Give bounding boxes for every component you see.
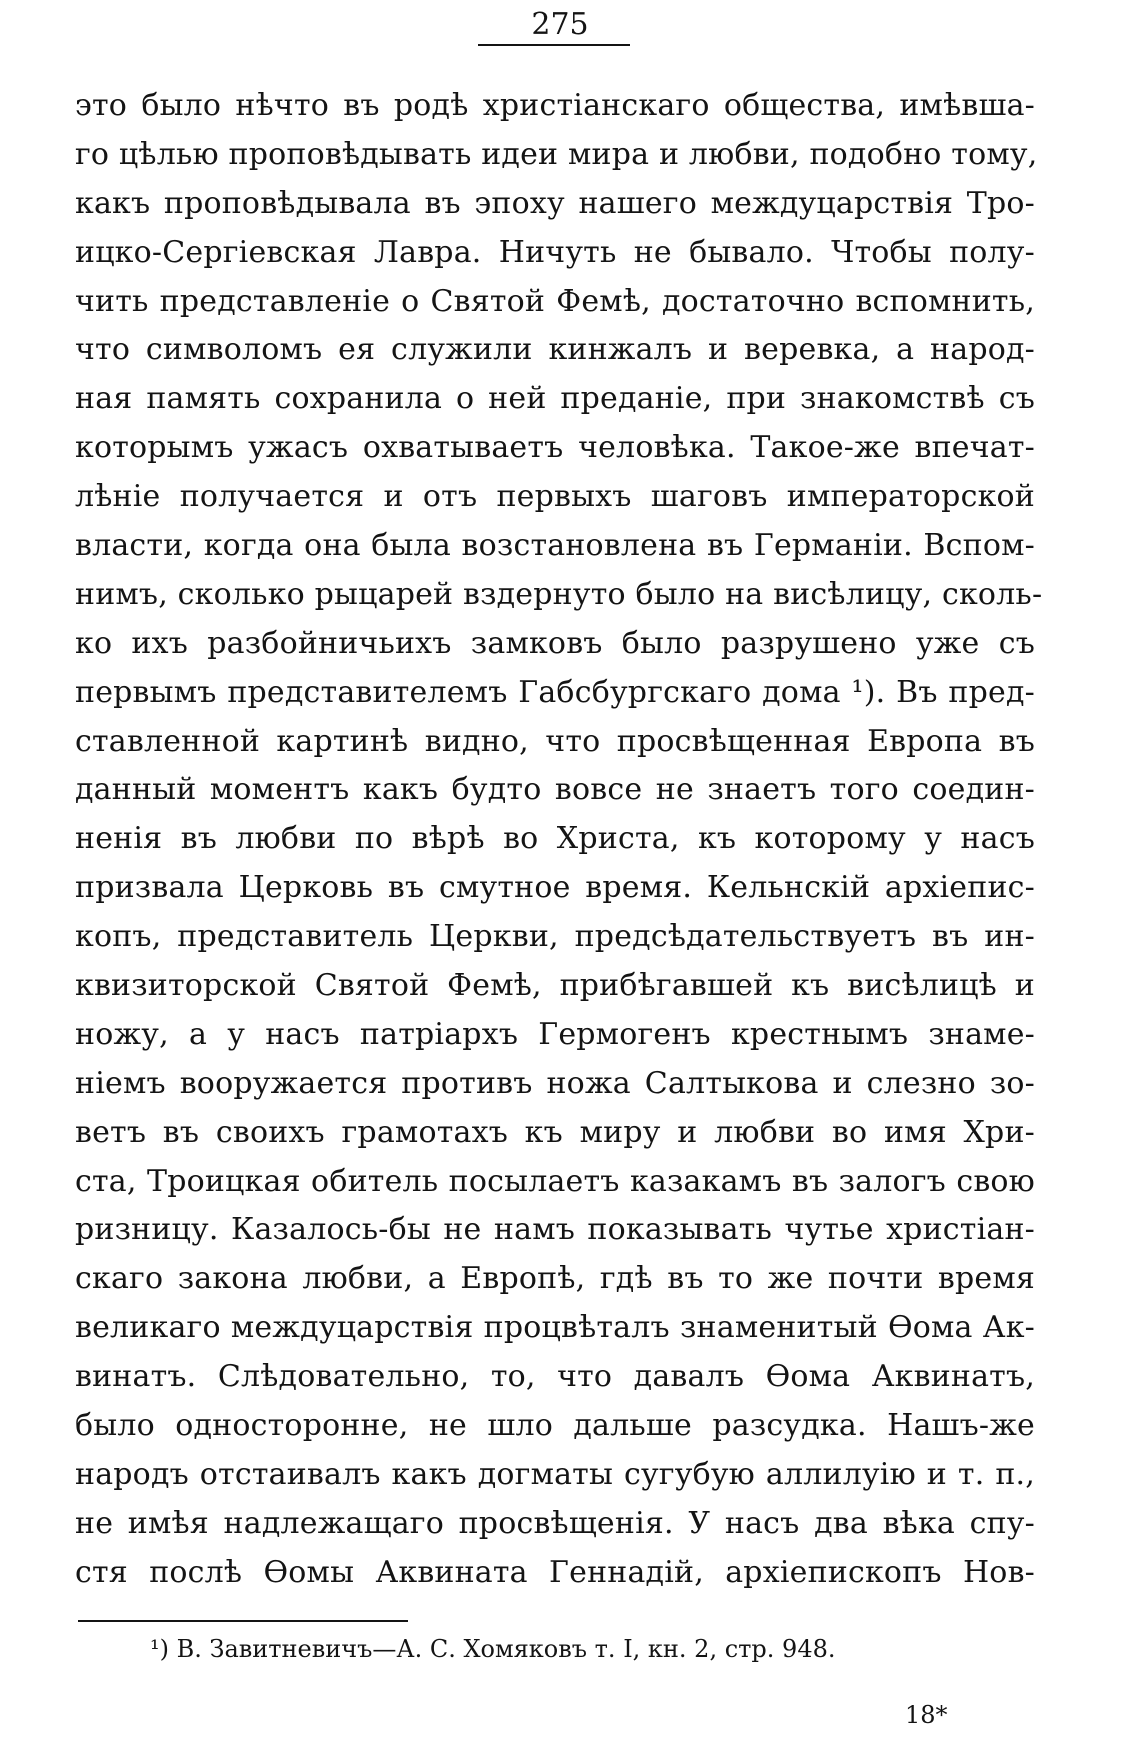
signature-mark: 18* bbox=[905, 1701, 948, 1729]
text-line: ветъ въ своихъ грамотахъ къ миру и любви во имя Хри- bbox=[75, 1114, 1035, 1150]
footnote-rule bbox=[78, 1620, 408, 1622]
text-line: ставленной картинѣ видно, что просвѣщенная Европа въ bbox=[75, 723, 1035, 759]
text-line: ная память сохранила о ней преданіе, при знакомствѣ съ bbox=[75, 381, 1035, 417]
text-line: которымъ ужасъ охватываетъ человѣка. Такое-же впечат- bbox=[75, 430, 1035, 466]
text-line: винатъ. Слѣдовательно, то, что давалъ Ѳома Аквинатъ, bbox=[75, 1359, 1035, 1395]
text-line: это было нѣчто въ родѣ христіанскаго общества, имѣвша- bbox=[75, 88, 1035, 123]
text-line: ніемъ вооружается противъ ножа Салтыкова и слезно зо- bbox=[75, 1065, 1035, 1101]
text-line: копъ, представитель Церкви, предсѣдательствуетъ въ ин- bbox=[75, 919, 1035, 955]
text-line: квизиторской Святой Фемѣ, прибѣгавшей къ висѣлицѣ и bbox=[75, 968, 1035, 1004]
text-line: ста, Троицкая обитель посылаетъ казакамъ въ залогъ свою bbox=[75, 1163, 1035, 1199]
footnote: ¹) В. Завитневичъ—А. С. Хомяковъ т. I, кн. 2, стр. 948. bbox=[150, 1635, 836, 1663]
text-line: лѣніе получается и отъ первыхъ шаговъ императорской bbox=[75, 479, 1035, 515]
text-line: ненія въ любви по вѣрѣ во Христа, къ которому у насъ bbox=[75, 821, 1035, 857]
text-line: не имѣя надлежащаго просвѣщенія. У насъ два вѣка спу- bbox=[75, 1505, 1035, 1541]
text-line: стя послѣ Ѳомы Аквината Геннадій, архіепископъ Нов- bbox=[75, 1554, 1035, 1590]
header-rule bbox=[478, 44, 630, 46]
text-line: какъ проповѣдывала въ эпоху нашего междуцарствія Тро- bbox=[75, 185, 1035, 221]
text-line: ицко-Сергіевская Лавра. Ничуть не бывало. Чтобы полу- bbox=[75, 234, 1035, 270]
text-line: что символомъ ея служили кинжалъ и веревка, а народ- bbox=[75, 332, 1035, 368]
text-line: было односторонне, не шло дальше разсудка. Нашъ-же bbox=[75, 1408, 1035, 1444]
page-number: 275 bbox=[531, 7, 589, 42]
text-line: ко ихъ разбойничьихъ замковъ было разрушено уже съ bbox=[75, 625, 1035, 661]
text-line: го цѣлью проповѣдывать идеи мира и любви, подобно тому, bbox=[75, 136, 1038, 172]
text-line: скаго закона любви, а Европѣ, гдѣ въ то же почти время bbox=[75, 1261, 1035, 1297]
text-line: данный моментъ какъ будто вовсе не знаетъ того соедин- bbox=[75, 772, 1035, 808]
body-text bbox=[75, 82, 1043, 1598]
text-line: ризницу. Казалось-бы не намъ показывать чутье христіан- bbox=[75, 1212, 1035, 1248]
text-line: нимъ, сколько рыцарей вздернуто было на висѣлицу, сколь- bbox=[75, 576, 1043, 612]
text-line: власти, когда она была возстановлена въ Германіи. Вспом- bbox=[75, 528, 1035, 564]
text-line: великаго междуцарствія процвѣталъ знаменитый Ѳома Ак- bbox=[75, 1310, 1035, 1346]
text-line: чить представленіе о Святой Фемѣ, достаточно вспомнить, bbox=[75, 283, 1035, 319]
text-line: ножу, а у насъ патріархъ Гермогенъ крестнымъ знаме- bbox=[75, 1016, 1035, 1052]
text-line: первымъ представителемъ Габсбургскаго дома ¹). Въ пред- bbox=[75, 674, 1035, 710]
text-line: призвала Церковь въ смутное время. Кельнскій архіепис- bbox=[75, 870, 1035, 906]
text-line: народъ отстаивалъ какъ догматы сугубую аллилуію и т. п., bbox=[75, 1456, 1035, 1492]
